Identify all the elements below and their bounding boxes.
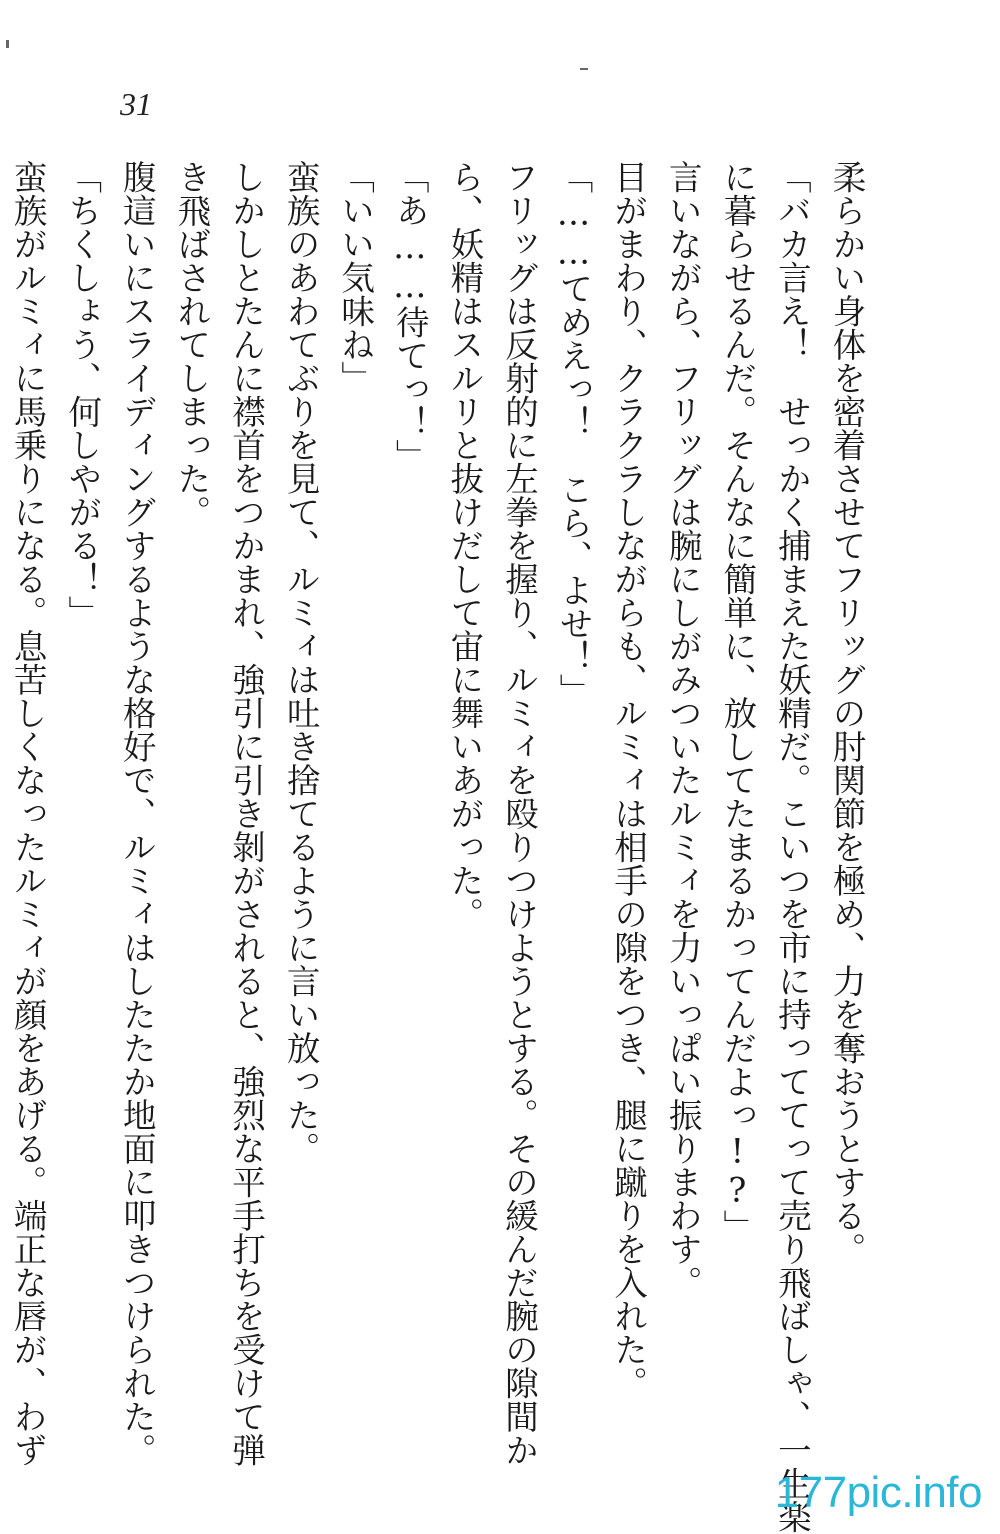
text-line: 「あ……待てっ！」 [390,160,430,473]
text-line: フリッグは反射的に左拳を握り、ルミィを殴りつけようとする。その緩んだ腕の隙間か [499,160,539,1467]
text-line: 蛮族がルミィに馬乗りになる。息苦しくなったルミィが顔をあげる。端正な唇が、わず [8,160,48,1467]
text-line: 蛮族のあわてぶりを見て、ルミィは吐き捨てるように言い放った。 [281,160,321,1165]
text-line: しかしとたんに襟首をつかまれ、強引に引き剝がされると、強烈な平手打ちを受けて弾 [226,160,266,1467]
scan-speck [580,68,588,70]
text-line: 言いながら、フリッグは腕にしがみついたルミィを力いっぱい振りまわす。 [663,160,703,1299]
text-line: 腹這いにスライディングするような格好で、ルミィはしたたか地面に叩きつけられた。 [117,160,157,1467]
text-line: 「バカ言え！ せっかく捕まえた妖精だ。こいつを市に持っててって売り飛ばしゃ、一生楽 [772,160,812,1534]
vertical-text-block [8,160,872,1534]
scan-speck [6,40,9,48]
text-line: 「ちくしょう、何しやがる！」 [62,160,102,629]
page-number: 31 [120,86,152,122]
text-line: ら、妖精はスルリと抜けだして宙に舞いあがった。 [444,160,484,931]
text-line: き飛ばされてしまった。 [171,160,211,529]
text-line: 「いい気味ね」 [335,160,375,395]
text-line: 柔らかい身体を密着させてフリッグの肘関節を極め、力を奪おうとする。 [827,160,866,1266]
text-line: に暮らせるんだ。そんなに簡単に、放してたまるかってんだよっ!?」 [717,160,757,1243]
text-line: 目がまわり、クラクラしながらも、ルミィは相手の隙をつき、腿に蹴りを入れた。 [608,160,648,1400]
site-watermark: 177pic.info [774,1468,982,1517]
text-line: 「……てめえっ！ こら、よせ！」 [554,160,594,707]
